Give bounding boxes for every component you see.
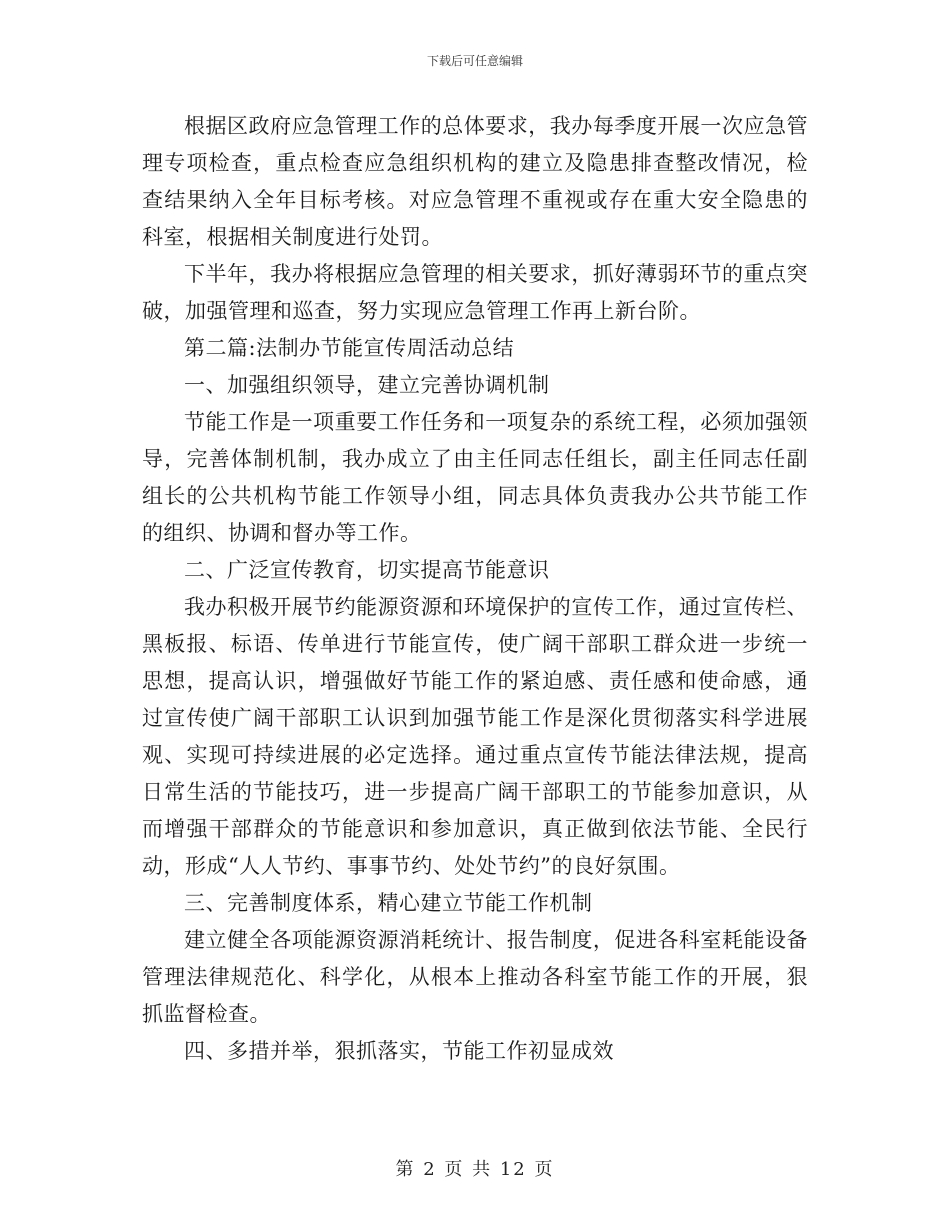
section-title-part-two: 第二篇:法制办节能宣传周活动总结 [184, 336, 515, 360]
paragraph-publicity: 我办积极开展节约能源资源和环境保护的宣传工作，通过宣传栏、黑板报、标语、传单进行节能宣传，使广阔干部职工群众进一步统一思想，提高认识，增强做好节能工作的紧迫感、责任感和使命感，通过宣传使广阔干部职工认识到加强节能工作是深化贯彻落实科学进展观、实现可持续进展的必定选择。通过重点宣传节能法律法规，提高日常生活的节能技巧，进一步提高广阔干部职工的节能参加意识，从而增强干部群众的节能意识和参加意识，真正做到依法节能、全民行动，形成“人人节约、事事节约、处处节约”的良好氛围。 [142, 595, 808, 878]
heading-measures: 四、多措并举，狠抓落实，节能工作初显成效 [184, 1039, 614, 1063]
heading-organization: 一、加强组织领导，建立完善协调机制 [184, 373, 550, 397]
document-body [142, 108, 808, 1070]
paragraph-system: 建立健全各项能源资源消耗统计、报告制度，促进各科室耗能设备管理法律规范化、科学化，从根本上推动各科室节能工作的开展，狠抓监督检查。 [142, 928, 808, 1026]
paragraph-second-half-plan: 下半年，我办将根据应急管理的相关要求，抓好薄弱环节的重点突破，加强管理和巡查，努力实现应急管理工作再上新台阶。 [142, 262, 808, 323]
heading-system: 三、完善制度体系，精心建立节能工作机制 [184, 891, 593, 915]
paragraph-organization: 节能工作是一项重要工作任务和一项复杂的系统工程，必须加强领导，完善体制机制，我办成立了由主任同志任组长，副主任同志任副组长的公共机构节能工作领导小组，同志具体负责我办公共节能工作的组织、协调和督办等工作。 [142, 410, 808, 545]
heading-publicity: 二、广泛宣传教育，切实提高节能意识 [184, 558, 550, 582]
page-header-note: 下载后可任意编辑 [426, 54, 523, 68]
page-number-footer: 第 2 页 共 12 页 [395, 1159, 555, 1180]
paragraph-emergency-inspection: 根据区政府应急管理工作的总体要求，我办每季度开展一次应急管理专项检查，重点检查应急组织机构的建立及隐患排查整改情况，检查结果纳入全年目标考核。对应急管理不重视或存在重大安全隐患的科室，根据相关制度进行处罚。 [142, 114, 808, 249]
